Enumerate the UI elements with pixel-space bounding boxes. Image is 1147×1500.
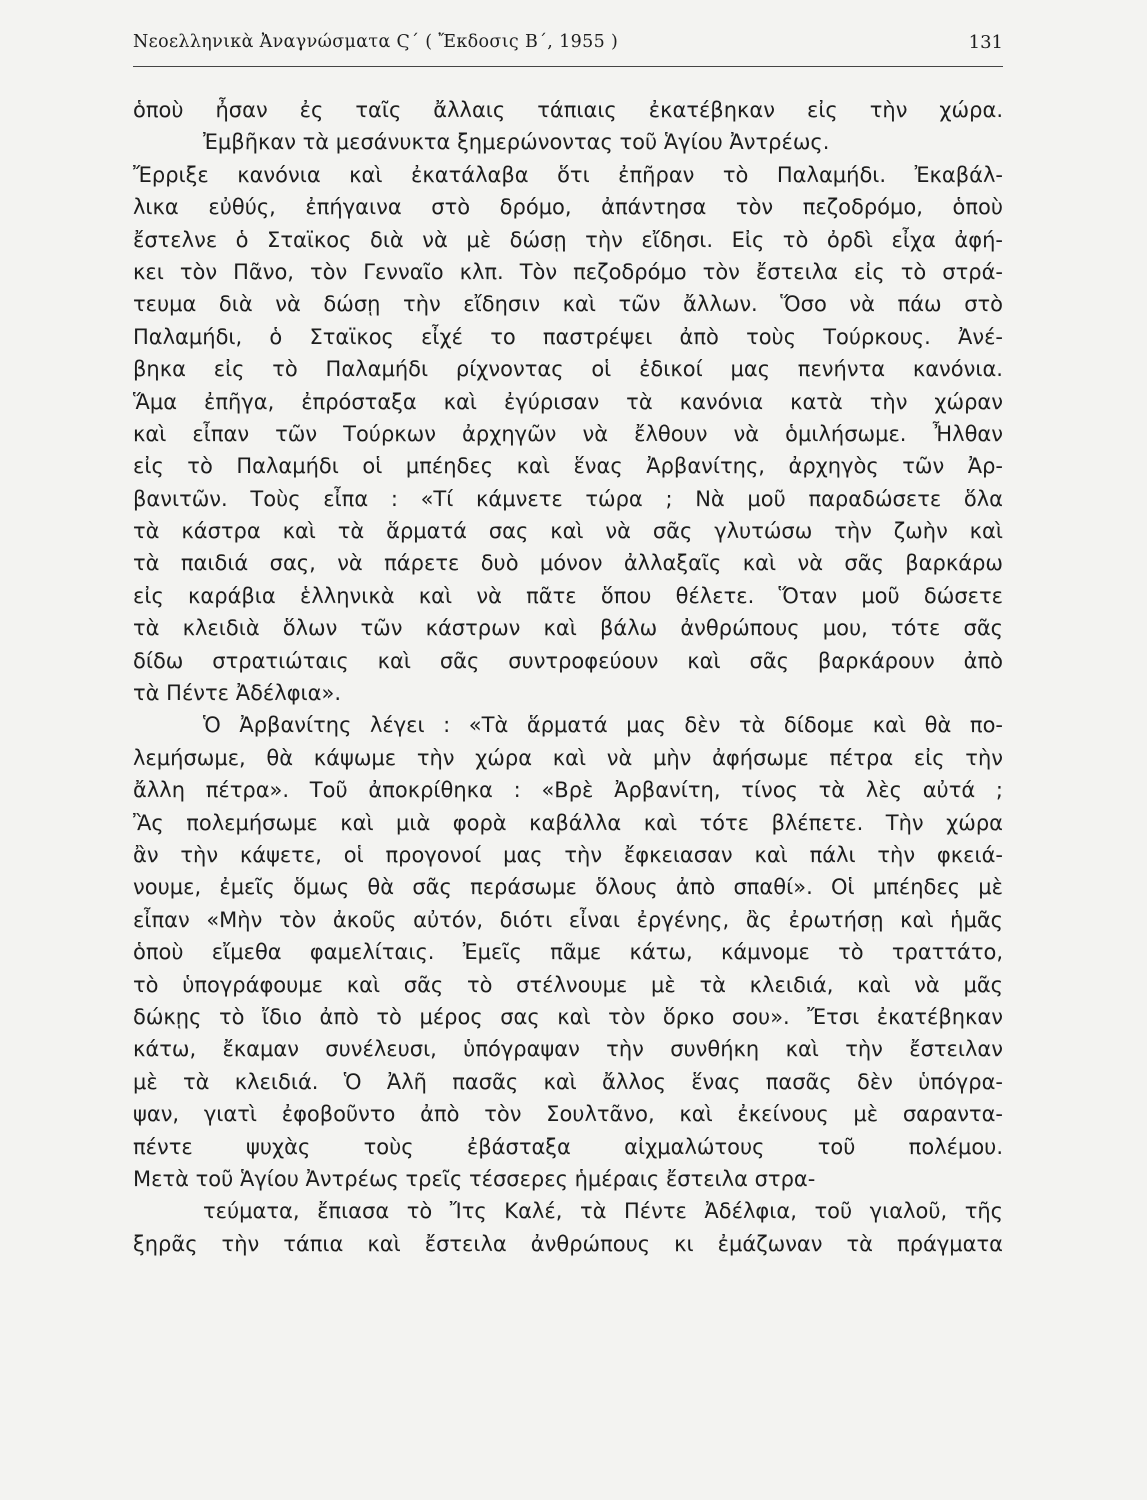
text-line: ὁποὺ εἴμεθα φαμελίταις. Ἐμεῖς πᾶμε κάτω, κάμνομε τὸ τραττάτο, — [133, 940, 1003, 965]
text-line: τὰ κάστρα καὶ τὰ ἅρματά σας καὶ νὰ σᾶς γλυτώσω τὴν ζωὴν καὶ — [133, 519, 1003, 544]
running-head: Νεοελληνικὰ Ἀναγνώσματα Ϛ΄ ( Ἔκδοσις Β΄, 1955 ) — [133, 32, 619, 52]
text-line: Παλαμήδι, ὁ Σταϊκος εἶχέ το παστρέψει ἀπὸ τοὺς Τούρκους. Ἀνέ- — [133, 324, 1003, 349]
text-line: καὶ εἶπαν τῶν Τούρκων ἀρχηγῶν νὰ ἔλθουν νὰ ὁμιλήσωμε. Ἦλθαν — [133, 421, 1003, 446]
text-line: τὰ κλειδιὰ ὅλων τῶν κάστρων καὶ βάλω ἀνθρώπους μου, τότε σᾶς — [133, 616, 1003, 641]
text-line: δίδω στρατιώταις καὶ σᾶς συντροφεύουν καὶ σᾶς βαρκάρουν ἀπὸ — [133, 648, 1003, 673]
page-header — [133, 32, 1003, 66]
text-line: Ἔρριξε κανόνια καὶ ἐκατάλαβα ὅτι ἐπῆραν τὸ Παλαμήδι. Ἐκαβάλ- — [133, 162, 1003, 187]
text-line: εἰς καράβια ἑλληνικὰ καὶ νὰ πᾶτε ὅπου θέλετε. Ὅταν μοῦ δώσετε — [133, 583, 1003, 608]
text-line: Ὁ Ἀρβανίτης λέγει : «Τὰ ἅρματά μας δὲν τὰ δίδομε καὶ θὰ πο- — [203, 713, 1003, 738]
text-line: τεύματα, ἔπιασα τὸ Ἴτς Καλέ, τὰ Πέντε Ἀδέλφια, τοῦ γιαλοῦ, τῆς — [203, 1199, 1003, 1224]
text-line: ψαν, γιατὶ ἐφοβοῦντο ἀπὸ τὸν Σουλτᾶνο, καὶ ἐκείνους μὲ σαραντα- — [133, 1102, 1003, 1127]
text-line: τευμα διὰ νὰ δώσῃ τὴν εἴδησιν καὶ τῶν ἄλλων. Ὅσο νὰ πάω στὸ — [133, 292, 1003, 317]
text-line: Ἂς πολεμήσωμε καὶ μιὰ φορὰ καβάλλα καὶ τότε βλέπετε. Τὴν χώρα — [133, 810, 1003, 835]
text-line: βηκα εἰς τὸ Παλαμήδι ρίχνοντας οἱ ἐδικοί μας πενήντα κανόνια. — [133, 357, 1003, 382]
text-line: κάτω, ἔκαμαν συνέλευσι, ὑπόγραψαν τὴν συνθήκη καὶ τὴν ἔστειλαν — [133, 1037, 1003, 1062]
text-line: ἔστελνε ὁ Σταϊκος διὰ νὰ μὲ δώσῃ τὴν εἴδησι. Εἰς τὸ ὀρδὶ εἶχα ἀφή- — [133, 227, 1003, 252]
text-line — [133, 1260, 1003, 1292]
text-line: ἂν τὴν κάψετε, οἱ προγονοί μας τὴν ἔφκειασαν καὶ πάλι τὴν φκειά- — [133, 842, 1003, 867]
text-line: ὁποὺ ἦσαν ἐς ταῖς ἄλλαις τάπιαις ἐκατέβηκαν εἰς τὴν χώρα. — [133, 98, 1003, 122]
text-line: λεμήσωμε, θὰ κάψωμε τὴν χώρα καὶ νὰ μὴν ἀφήσωμε πέτρα εἰς τὴν — [133, 745, 1003, 770]
text-line: τὸ ὑπογράφουμε καὶ σᾶς τὸ στέλνουμε μὲ τὰ κλειδιά, καὶ νὰ μᾶς — [133, 972, 1003, 997]
page-number: 131 — [968, 32, 1003, 53]
text-line: Ἅμα ἐπῆγα, ἐπρόσταξα καὶ ἐγύρισαν τὰ κανόνια κατὰ τὴν χώραν — [133, 389, 1003, 414]
text-line: Ἐμβῆκαν τὰ μεσάνυκτα ξημερώνοντας τοῦ Ἁγίου Ἀντρέως. — [203, 130, 830, 155]
text-line: βανιτῶν. Τοὺς εἶπα : «Τί κάμνετε τώρα ; Νὰ μοῦ παραδώσετε ὅλα — [133, 486, 1003, 511]
text-line: μὲ τὰ κλειδιά. Ὁ Ἀλῆ πασᾶς καὶ ἄλλος ἕνας πασᾶς δὲν ὑπόγρα- — [133, 1069, 1003, 1094]
text-line: νουμε, ἐμεῖς ὅμως θὰ σᾶς περάσωμε ὅλους ἀπὸ σπαθί». Οἱ μπέηδες μὲ — [133, 875, 1003, 900]
header-rule — [133, 66, 1003, 67]
text-line: ἄλλη πέτρα». Τοῦ ἀποκρίθηκα : «Βρὲ Ἀρβανίτη, τίνος τὰ λὲς αὐτά ; — [133, 778, 1003, 803]
text-line: εἰς τὸ Παλαμήδι οἱ μπέηδες καὶ ἕνας Ἀρβανίτης, ἀρχηγὸς τῶν Ἀρ- — [133, 454, 1003, 479]
body-text — [133, 94, 1003, 1292]
text-line: Μετὰ τοῦ Ἁγίου Ἀντρέως τρεῖς τέσσερες ἡμέραις ἔστειλα στρα- — [133, 1166, 816, 1191]
text-line: ξηρᾶς τὴν τάπια καὶ ἔστειλα ἀνθρώπους κι ἐμάζωναν τὰ πράγματα — [133, 1231, 1003, 1256]
text-line: εἶπαν «Μὴν τὸν ἀκοῦς αὐτόν, διότι εἶναι ἐργένης, ἂς ἐρωτήσῃ καὶ ἡμᾶς — [133, 907, 1003, 932]
text-line: τὰ παιδιά σας, νὰ πάρετε δυὸ μόνον ἀλλαξαῖς καὶ νὰ σᾶς βαρκάρω — [133, 551, 1003, 576]
text-line: δώκῃς τὸ ἴδιο ἀπὸ τὸ μέρος σας καὶ τὸν ὅρκο σου». Ἔτσι ἐκατέβηκαν — [133, 1004, 1003, 1029]
text-line: πέντε ψυχὰς τοὺς ἐβάσταξα αἰχμαλώτους τοῦ πολέμου. — [133, 1134, 1003, 1159]
text-line: κει τὸν Πᾶνο, τὸν Γενναῖο κλπ. Τὸν πεζοδρόμο τὸν ἔστειλα εἰς τὸ στρά- — [133, 259, 1003, 284]
text-line: λικα εὐθύς, ἐπήγαινα στὸ δρόμο, ἀπάντησα τὸν πεζοδρόμο, ὁποὺ — [133, 195, 1003, 220]
text-line: τὰ Πέντε Ἀδέλφια». — [133, 681, 342, 706]
